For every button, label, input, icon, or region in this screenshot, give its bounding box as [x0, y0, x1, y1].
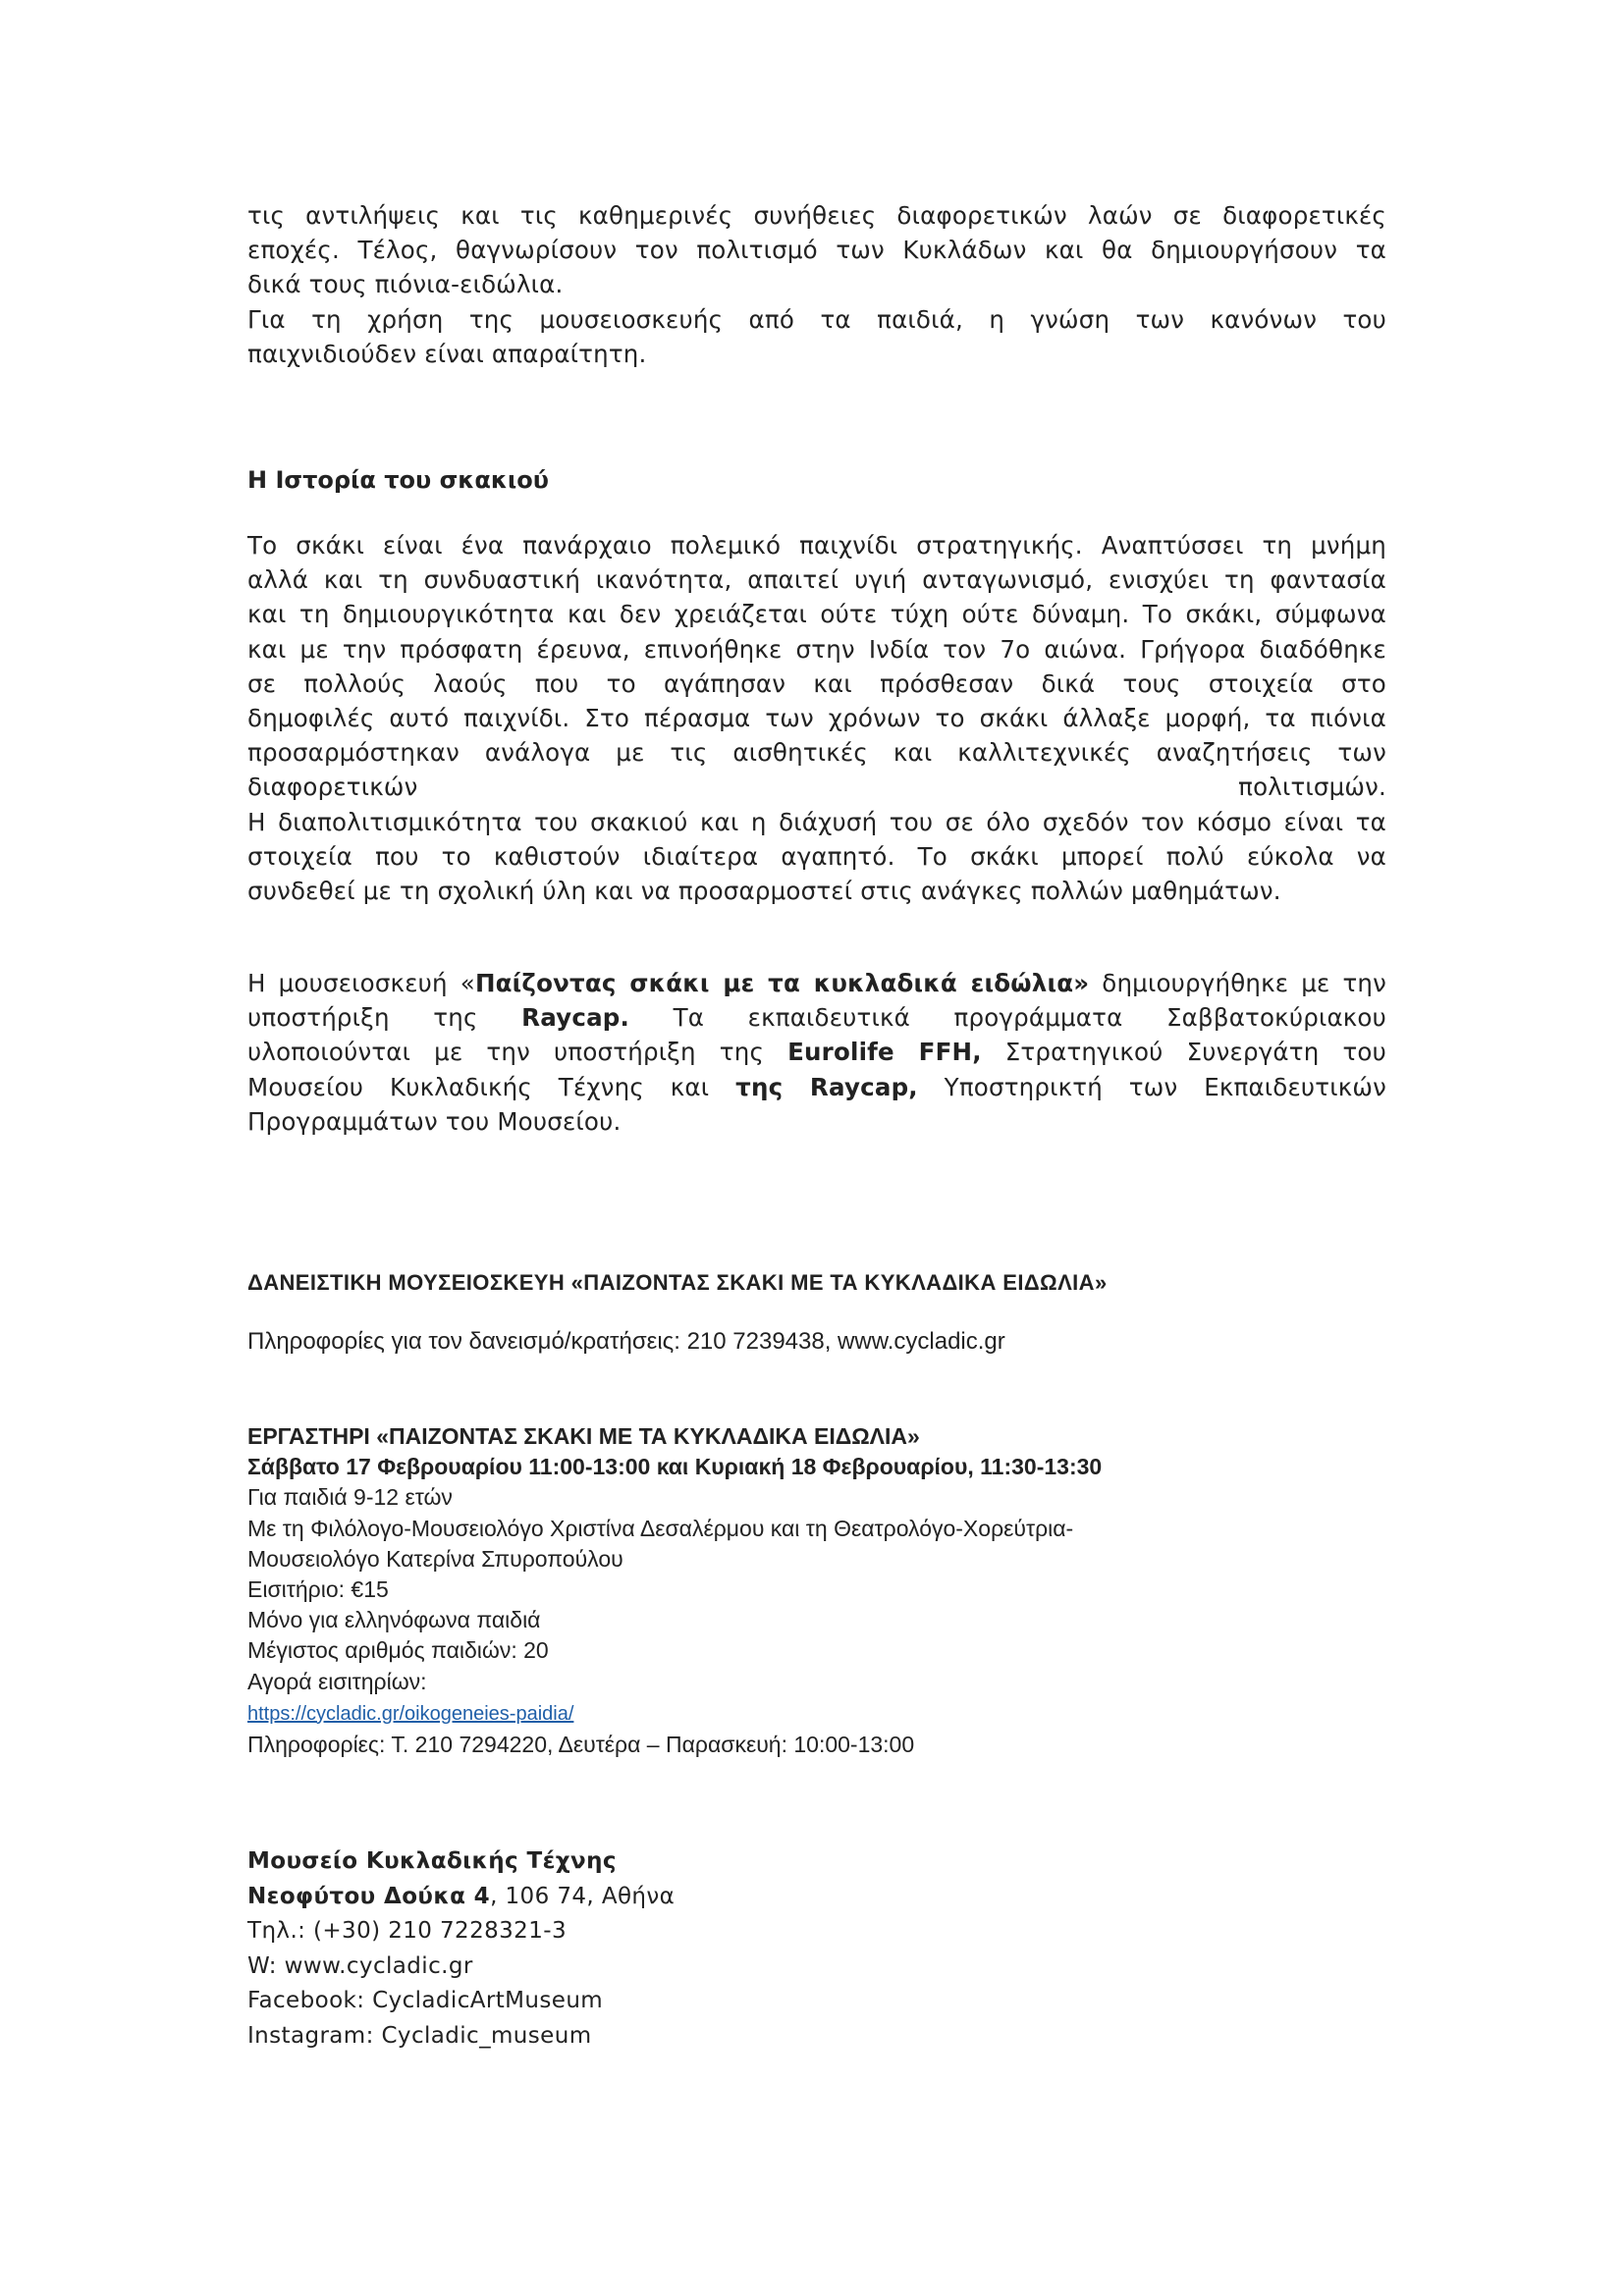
workshop-title: ΕΡΓΑΣΤΗΡΙ «ΠΑΙΖΟΝΤΑΣ ΣΚΑΚΙ ΜΕ ΤΑ ΚΥΚΛΑΔΙΚΑ ΕΙΔΩΛΙΑ» [247, 1423, 920, 1449]
sponsor-name: Raycap. [521, 1003, 630, 1033]
intro-line: τις αντιλήψεις και τις καθημερινές συνήθειες διαφορετικών λαών σε διαφορετικές [247, 201, 1386, 230]
workshop-max-children: Μέγιστος αριθμός παιδιών: 20 [247, 1637, 549, 1664]
history-line: συνδεθεί με τη σχολική ύλη και να προσαρμοστεί στις ανάγκες πολλών μαθημάτων. [247, 877, 1281, 906]
sponsor-name: Eurolife FFH, [787, 1038, 982, 1067]
history-heading: Η Ιστορία του σκακιού [247, 466, 549, 494]
workshop-info: Πληροφορίες: Τ. 210 7294220, Δευτέρα – Παρασκευή: 10:00-13:00 [247, 1732, 915, 1758]
sponsor-text: Η μουσειοσκευή « [247, 969, 475, 997]
loan-title: ΔΑΝΕΙΣΤΙΚΗ ΜΟΥΣΕΙΟΣΚΕΥΗ «ΠΑΙΖΟΝΤΑΣ ΣΚΑΚΙ ΜΕ ΤΑ ΚΥΚΛΑΔΙΚΑ ΕΙΔΩΛΙΑ» [247, 1270, 1108, 1295]
workshop-block [247, 1421, 1386, 1760]
museum-address [247, 1880, 1386, 1915]
workshop-educators: Μουσειολόγο Κατερίνα Σπυροπούλου [247, 1545, 623, 1572]
museum-website: W: www.cycladic.gr [247, 1952, 473, 1979]
history-line: στοιχεία που το καθιστούν ιδιαίτερα αγαπητό. Το σκάκι μπορεί πολύ εύκολα να [247, 841, 1386, 871]
museum-phone: Τηλ.: (+30) 210 7228321-3 [247, 1918, 567, 1944]
museum-name: Μουσείο Κυκλαδικής Τέχνης [247, 1848, 617, 1874]
museum-street: Νεοφύτου Δούκα 4 [247, 1883, 491, 1909]
history-line: αλλά και τη συνδυαστική ικανότητα, απαιτεί υγιή ανταγωνισμό, ενισχύει τη φαντασία [247, 565, 1386, 595]
sponsor-line [247, 966, 1386, 1000]
workshop-dates: Σάββατο 17 Φεβρουαρίου 11:00-13:00 και Κυριακή 18 Φεβρουαρίου, 11:30-13:30 [247, 1454, 1103, 1480]
workshop-ages: Για παιδιά 9-12 ετών [247, 1484, 453, 1511]
sponsor-name: της Raycap, [735, 1072, 918, 1101]
workshop-buy-label: Αγορά εισιτηρίων: [247, 1668, 427, 1694]
ticket-link[interactable]: https://cycladic.gr/oikogeneies-paidia/ [247, 1702, 574, 1725]
history-line: και με την πρόσφατη έρευνα, επινοήθηκε στην Ινδία τον 7ο αιώνα. Γρήγορα διαδόθηκε [247, 634, 1386, 664]
loan-info: Πληροφορίες για τον δανεισμό/κρατήσεις: 210 7239438, www.cycladic.gr [247, 1328, 1005, 1355]
history-split-right: πολιτισμών. [1238, 773, 1386, 802]
sponsor-line: Προγραμμάτων του Μουσείου. [247, 1106, 622, 1136]
history-line: σε πολλούς λαούς που το αγάπησαν και πρόσθεσαν δικά τους στοιχεία στο [247, 668, 1386, 698]
history-paragraph [247, 528, 1386, 908]
sponsor-text: Υποστηρικτή των Εκπαιδευτικών [917, 1072, 1386, 1101]
sponsor-text: Τα εκπαιδευτικά προγράμματα Σαββατοκύριακου [629, 1003, 1386, 1033]
sponsor-text: υποστήριξη της [247, 1003, 522, 1033]
history-split-line [247, 770, 1386, 804]
sponsor-line [247, 1000, 1386, 1035]
sponsor-paragraph [247, 966, 1386, 1139]
sponsor-text: Στρατηγικού Συνεργάτη του [981, 1038, 1386, 1067]
intro-line: Για τη χρήση της μουσειοσκευής από τα παιδιά, η γνώση των κανόνων του [247, 304, 1386, 334]
history-line: δημοφιλές αυτό παιχνίδι. Στο πέρασμα των χρόνων το σκάκι άλλαξε μορφή, τα πιόνια [247, 704, 1386, 733]
museum-instagram: Instagram: Cycladic_museum [247, 2022, 592, 2049]
history-line: προσαρμόστηκαν ανάλογα με τις αισθητικές και καλλιτεχνικές αναζητήσεις των [247, 738, 1386, 768]
intro-line: δικά τους πιόνια-ειδώλια. [247, 270, 564, 299]
intro-line: παιχνιδιούδεν είναι απαραίτητη. [247, 339, 647, 368]
sponsor-text: δημιουργήθηκε με την [1089, 969, 1387, 997]
museum-city: , 106 74, Αθήνα [490, 1883, 676, 1909]
history-line: Η διαπολιτισμικότητα του σκακιού και η διάχυσή του σε όλο σχεδόν τον κόσμο είναι τα [247, 807, 1386, 836]
kit-title: Παίζοντας σκάκι με τα κυκλαδικά ειδώλια» [474, 969, 1090, 997]
workshop-educators: Με τη Φιλόλογο-Μουσειολόγο Χριστίνα Δεσαλέρμου και τη Θεατρολόγο-Χορεύτρια- [247, 1515, 1074, 1541]
museum-facebook: Facebook: CycladicArtMuseum [247, 1988, 604, 2013]
sponsor-text: υλοποιούνται με την υποστήριξη της [247, 1038, 788, 1067]
museum-contact [247, 1844, 1386, 2054]
intro-line: εποχές. Τέλος, θαγνωρίσουν τον πολιτισμό των Κυκλάδων και θα δημιουργήσουν τα [247, 236, 1386, 265]
history-split-left: διαφορετικών [247, 773, 418, 802]
history-line: Το σκάκι είναι ένα πανάρχαιο πολεμικό παιχνίδι στρατηγικής. Αναπτύσσει τη μνήμη [247, 531, 1386, 560]
workshop-language: Μόνο για ελληνόφωνα παιδιά [247, 1607, 541, 1633]
workshop-ticket: Εισιτήριο: €15 [247, 1576, 389, 1603]
sponsor-line [247, 1070, 1386, 1104]
sponsor-text: Μουσείου Κυκλαδικής Τέχνης και [247, 1072, 736, 1101]
history-line: και τη δημιουργικότητα και δεν χρειάζεται ούτε τύχη ούτε δύναμη. Το σκάκι, σύμφωνα [247, 600, 1386, 629]
sponsor-line [247, 1035, 1386, 1069]
intro-paragraph [247, 198, 1386, 371]
